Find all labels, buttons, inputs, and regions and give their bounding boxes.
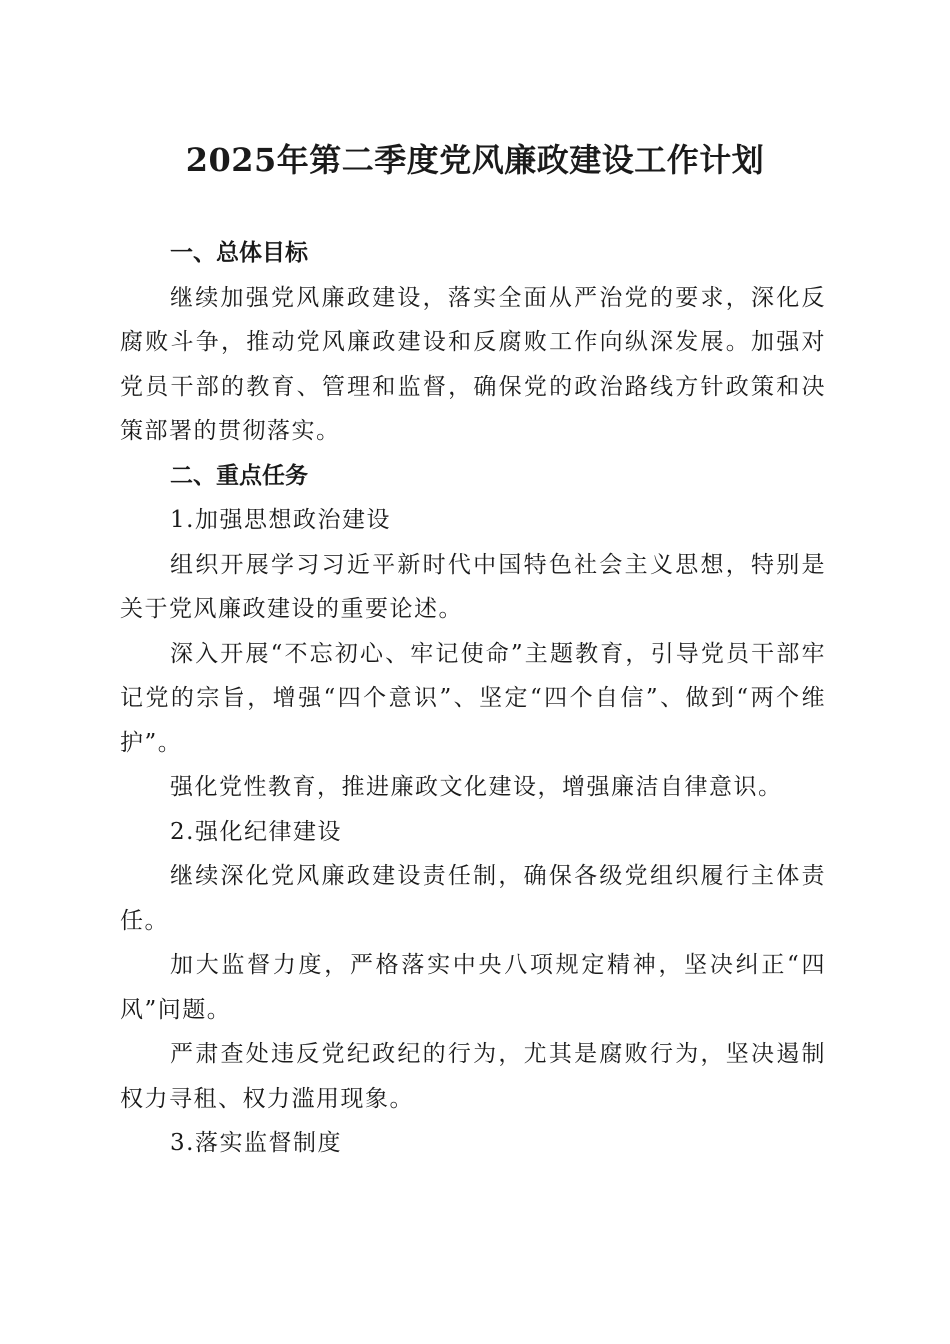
paragraph: 继续加强党风廉政建设，落实全面从严治党的要求，深化反腐败斗争，推动党风廉政建设和反腐败工作向纵深发展。加强对党员干部的教育、管理和监督，确保党的政治路线方针政策和决策部署的贯彻落实。: [120, 284, 826, 444]
document-title: 2025年第二季度党风廉政建设工作计划: [185, 141, 765, 179]
paragraph: 组织开展学习习近平新时代中国特色社会主义思想，特别是关于党风廉政建设的重要论述。: [120, 551, 826, 622]
subsection-heading-ideological: 1.加强思想政治建设: [170, 507, 391, 533]
paragraph: 深入开展“不忘初心、牢记使命”主题教育，引导党员干部牢记党的宗旨，增强“四个意识”、坚定“四个自信”、做到“两个维护”。: [120, 640, 826, 756]
document-body: [120, 231, 826, 1166]
paragraph: 强化党性教育，推进廉政文化建设，增强廉洁自律意识。: [170, 774, 783, 800]
subsection-heading-discipline: 2.强化纪律建设: [170, 818, 342, 845]
paragraph: 严肃查处违反党纪政纪的行为，尤其是腐败行为，坚决遏制权力寻租、权力滥用现象。: [120, 1041, 826, 1112]
paragraph: 继续深化党风廉政建设责任制，确保各级党组织履行主体责任。: [120, 863, 826, 934]
paragraph: 加大监督力度，严格落实中央八项规定精神，坚决纠正“四风”问题。: [120, 952, 826, 1023]
section-heading-key-tasks: 二、重点任务: [170, 462, 308, 489]
section-heading-overall-goals: 一、总体目标: [170, 240, 308, 266]
subsection-heading-supervision: 3.落实监督制度: [170, 1130, 342, 1156]
